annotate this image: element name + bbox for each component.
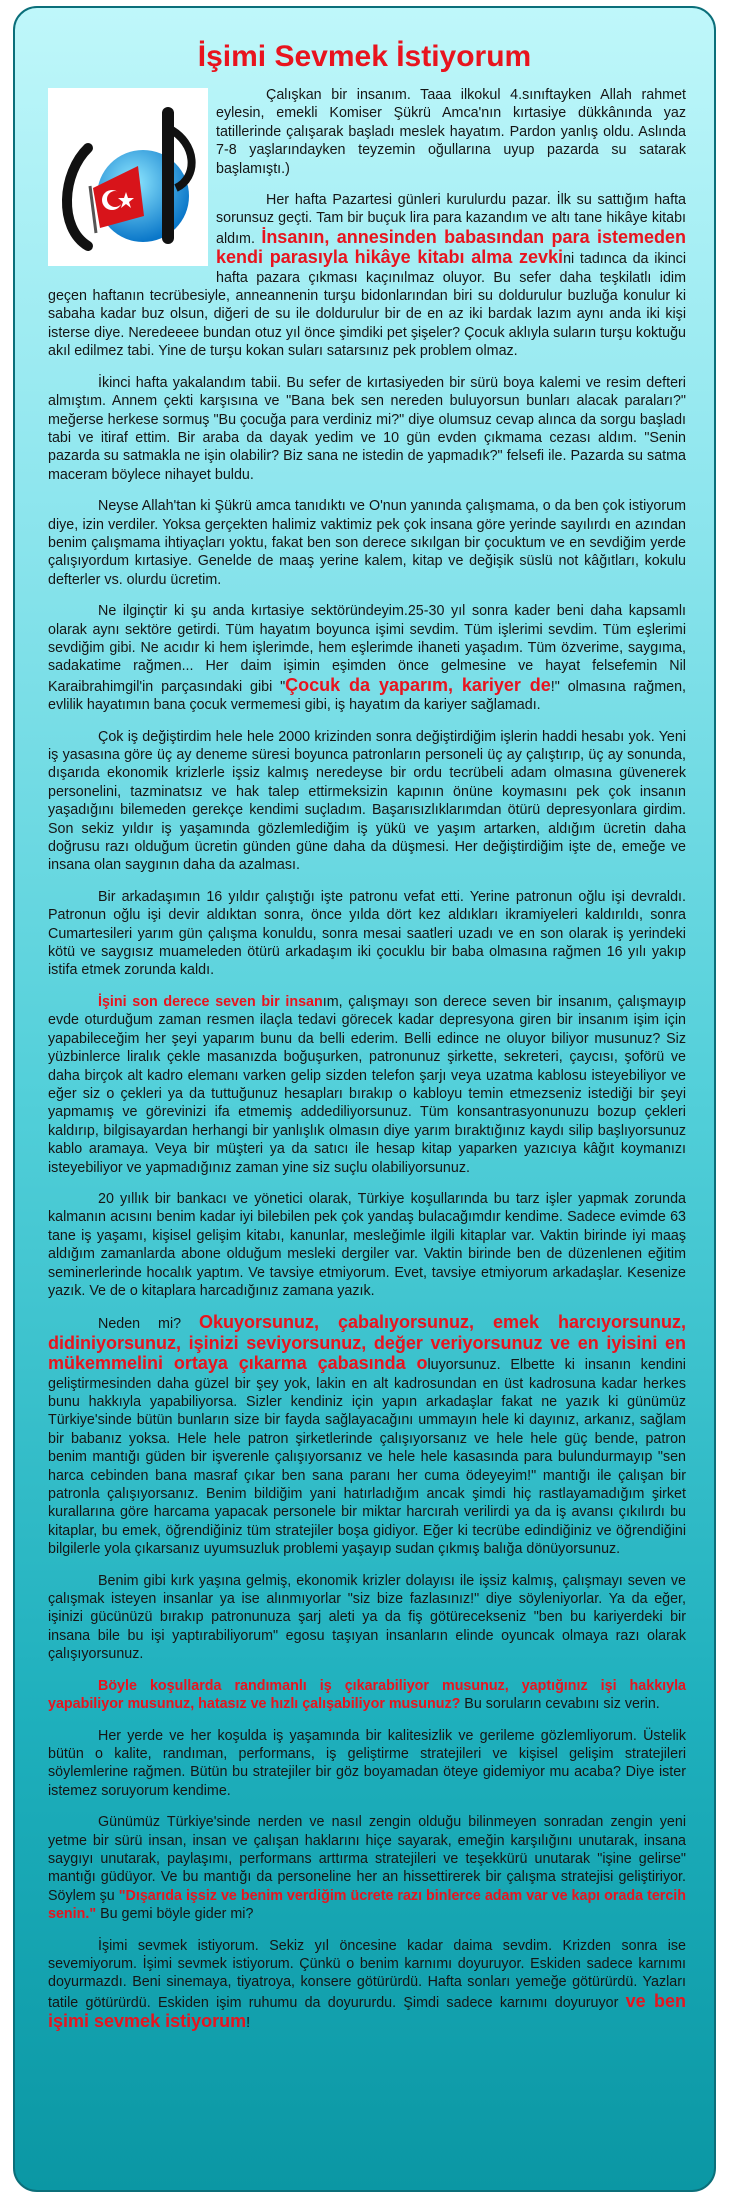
highlight-text: Okuyorsunuz, çabalıyorsunuz, emek harcıyorsunuz, didiniyorsunuz, işinizi seviyorsunuz, değer veriyorsunuz ve en iyisini en mükemmelini ortaya çıkarma çabasında o	[48, 1312, 686, 1374]
paragraph-text: İşimi sevmek istiyorum. Sekiz yıl öncesine kadar daima sevdim. Krizden sonra ise sevemiyorum. İşimi sevmek istiyorum. Çünkü o benim karnımı doyuruyor. Eskiden sadece karnımı doyurmazdı. Beni sinemaya, tiyatroya, konsere götürürdü. Hafta sonları yemeğe götürürdü. Yazları tatile götürürdü. Eskiden işim ruhumu da doyururdu. Şimdi sadece karnımı doyuruyor	[48, 1937, 686, 2011]
paragraph-9	[48, 1190, 686, 1300]
page-title: İşimi Sevmek İstiyorum	[197, 40, 532, 73]
paragraph-11	[48, 1572, 686, 1664]
paragraph-text: Çok iş değiştirdim hele hele 2000 krizinden sonra değiştirdiğim işlerin haddi hesabı yok. Yeni iş yasasına göre üç ay deneme süresi boyunca patronların personeli üç ay çalıştırıp, üç ay sonunda, dışarıda ekonomik krizlerle işsiz kalmış neredeyse bir ordu tecrübeli adam olmasına güvenerek personelini, tazminatsız ve hak talep ettirmeksizin kapının önüne koymasını pek çok insanın yaşadığını bilemeden gerekçe kendimi suçladım. Başarısızlıklarımdan ötürü depresyonlara girdim. Son sekiz yıldır iş yaşamında gözlemlediğim iş yükü ve yaşım artarken, aldığım ücretin daha doğrusu razı olduğum ücretin günden güne daha da düşmesi. Her değiştirdiğim işte de, emeğe ve insana olan saygının daha da azalması.	[48, 728, 686, 874]
paragraph-text: Bu soruların cevabını siz verin.	[460, 1696, 660, 1713]
paragraph-text: Her hafta Pazartesi günleri kurulurdu pazar. İlk su sattığım hafta sorunsuz geçti. Tam bir buçuk lira para kazandım ve altı tane hikâye kitabı aldım.	[216, 192, 686, 247]
paragraph-6	[48, 728, 686, 875]
paragraph-text: Neden mi?	[98, 1316, 200, 1333]
highlight-text: "Dışarıda işsiz ve benim verdiğim ücrete razı binlerce adam var ve kapı orada tercih senin."	[48, 1887, 686, 1923]
paragraph-15	[48, 1937, 686, 2033]
paragraph-text: Benim gibi kırk yaşına gelmiş, ekonomik krizler dolayısı ile işsiz kalmış, çalışmayı seven ve çalışmak isteyen insanlar ya ise alınmıyorlar "siz bize fazlasınız!" diye söyleniyorlar. Ya da eğer, işinizi gücünüzü bırakıp patronunuza şarj aleti ya da fiş götürecekseniz "ben bu kariyerdeki bir insana bile bu işi yaptırabiliyorum" egosu taşıyan insanların elinde oyuncak olmaya razı olarak çalışıyorsunuz.	[48, 1572, 686, 1663]
paragraph-7	[48, 888, 686, 980]
paragraph-text: Günümüz Türkiye'sinde nerden ve nasıl zengin olduğu bilinmeyen sonradan zengin yeni yetme bir sürü insan, insan ve çalışan haklarını hiçe sayarak, emeğin karşılığını unutarak, insana saygıyı unutarak, paylaşımı, performans arttırma stratejileri ve teşekkürü unutarak "işine gelirse" mantığı güdüyor. Ve bu mantığı da personeline her an hissettirerek bir çalışma stratejisi geliştiriyor. Söylem şu	[48, 1814, 686, 1904]
paragraph-text: Bu gemi böyle gider mi?	[96, 1906, 254, 1923]
paragraph-text: 20 yıllık bir bankacı ve yönetici olarak, Türkiye koşullarında bu tarz işler yapmak zorunda kalmanın acısını benim kadar iyi bilebilen pek çok yandaş bulacağımdır kendime. Sadece evimde 63 tane iş yaşamı, kişisel gelişim kitabı, kanunlar, mesleğimle ilgili kitaplar var. Vaktin birinde iyi maaş aldığım zamanlarda abone olduğum mesleki dergiler var. Vaktin birinde ben de düzenlenen eğitim seminerlerinde hocalık yaptım. Ve tavsiye etmiyorum. Evet, tavsiye etmiyorum arkadaşlar. Kesenize yazık. Ve de o kitaplara harcadığınız zamana yazık.	[48, 1190, 686, 1299]
article-panel	[13, 6, 716, 2192]
paragraph-13	[48, 1727, 686, 1801]
paragraph-14	[48, 1813, 686, 1923]
paragraph-4	[48, 497, 686, 589]
paragraph-text: ni tadınca da ikinci hafta pazara çıkması kaçınılmaz oluyor. Bu sefer daha teşkilatlı idim geçen haftanın tecrübesiyle, anneannenin turşu bidonlarından biri su doldurulur buzluğa konulur ki sabaha kadar buz olsun, diğeri de su ile doldurulur bir de en az iki bardak lazım aynı anda iki kişi isterse diye. Neredeeee bundan otuz yıl önce şimdiki pet şişeler? Çocuk aklıyla suların turşu koktuğu akıl edilmez tabi. Yine de turşu kokan suları satarsınız pek problem olmaz.	[48, 251, 687, 360]
paragraph-text: Her yerde ve her koşulda iş yaşamında bir kalitesizlik ve gerileme gözlemliyorum. Üstelik bütün o kalite, randıman, performans, iş geliştirme stratejileri ve kişisel gelişim stratejileri söylemlerine rağmen. Bütün bu stratejiler bir göz boyamadan öteye gidemiyor mu acaba? Diye ister istemez soruyorum kendime.	[48, 1727, 686, 1799]
logo-spacer	[48, 86, 216, 272]
paragraph-text: Bir arkadaşımın 16 yıldır çalıştığı işte patronu vefat etti. Yerine patronun oğlu işi devraldı. Patronun oğlu işi devir aldıktan sonra, önce yılda dört kez aldıkları ikramiyeleri kaldırıldı, sonra Cumartesileri yarım gün çalışma konuldu, sonra mesai saatleri uzadı ve en son olarak iş yerindeki kötü ve saygısız muameleden ötürü arkadaşım iki çocuklu bir baba olmasına rağmen 16 yılı yakıp istifa etmek zorunda kaldı.	[48, 888, 686, 979]
paragraph-text: Ne ilginçtir ki şu anda kırtasiye sektöründeyim.25-30 yıl sonra kader beni daha kapsamlı olarak aynı sektöre getirdi. Tüm hayatım boyunca işimi sevdim. Tüm işlerimi sevdim. Tüm eşlerimi sevdiğim gibi. Ne acıdır ki hem işlerimde, hem eşlerimde ihaneti yaşadım. Tüm özverime, saygıma, sadakatime rağmen... Her daim işimin eşimden önce gelmesine ve hayat felsefemin Nil Karaibrahimgil'in parçasındaki gibi "	[48, 603, 686, 695]
paragraph-text: Çalışkan bir insanım. Taaa ilkokul 4.sınıftayken Allah rahmet eylesin, emekli Komiser Şükrü Amca'nın kırtasiye dükkânında yaz tatillerinde çalışarak başladı meslek hayatım. Pardon yanlış oldu. Aslında 7-8 yaşlarındayken teyzemin oğullarına uyup pazarda su satarak başlamıştı.)	[216, 87, 686, 177]
highlight-text: İnsanın, annesinden babasından para istemeden kendi parasıyla hikâye kitabı alma zevki	[216, 226, 687, 268]
paragraph-text: İkinci hafta yakalandım tabii. Bu sefer de kırtasiyeden bir sürü boya kalemi ve resim defteri almıştım. Annem çekti karşısına ve "Bana bek sen nereden buluyorsun bunları alacak paraları?" meğerse herkese sormuş "Bu çocuğa para verdiniz mi?" diye olumsuz cevap alınca da sorgu başladı tabi ve itiraf ettim. Bir araba da dayak yedim ve 10 gün evden çıkmama cezası aldım. "Senin pazarda su satmakla ne işin olabilir? Biz sana ne istedin de yapmadık?" felsefi ile. Pazarda su satma maceram böylece nihayet buldu.	[48, 374, 686, 483]
highlight-text: İşini son derece seven bir insan	[98, 993, 323, 1010]
paragraph-text: Neyse Allah'tan ki Şükrü amca tanıdıktı ve O'nun yanında çalışmama, o da ben çok istiyorum diye, izin verdiler. Yoksa gerçekten halimiz vaktimiz pek çok insana göre yerinde sayılırdı en azından benim çalışmama ihtiyaçları yoktu, fakat ben son derece sıkılgan bir çocuktum ve en sevdiğim yerde çalışıyordum kırtasiye. Genelde de maaş yerine kalem, kitap ve değişik süslü not kâğıtları, kokulu defterler vs. olurdu ücretim.	[48, 498, 686, 588]
paragraph-10	[48, 1313, 686, 1558]
paragraph-text: !	[246, 2015, 251, 2032]
paragraph-5	[48, 602, 686, 714]
paragraph-text: ım, çalışmayı son derece seven bir insanım, çalışmayıp evde oturduğum zaman resmen ilaçla tedavi görecek kadar depresyona giren bir insanım işim için yapabileceğim her şeyi yaparım bunu da belli ederim. Belli edince ne oluyor biliyor musunuz? Siz yüzbinlerce liralık çekle masanızda boğuşurken, patronunuz şirkette, sekreteri, çaycısı, şoförü ve daha birçok alt kadro elemanı varken gelip sizden telefon şarjı veya uzatma kablosu isteyebiliyor ve eğer siz o çekleri ya da tuttuğunuz hesapları bırakıp o kabloyu temin etmezseniz istediği bir şeyi yapmamış ve görevinizi ifa etmemiş addediliyorsunuz. Tüm konsantrasyonunuzu bozup çekleri kaldırıp, bilgisayardan herhangi bir yanlışlık olmasın diye yarım bıraktığınız kaydı silip başlıyorsunuz kablo aramaya. Veya bir müşteri ya da satıcı ile hesap kitap yaparken yazıcıya kâğıt koymanızı isteyebiliyor ve yapmadığınız zaman yine siz suçlu olabiliyorsunuz.	[48, 993, 687, 1176]
paragraph-text: luyorsunuz. Elbette ki insanın kendini geliştirmesinden daha güzel bir şey yok, lakin en alt kadrosundan en üst kadrosuna kadar herkes bunu hakkıyla yapabiliyorsa. Sizler kendiniz için yapın arkadaşlar fakat ne yazık ki günümüz Türkiye'sinde bütün bunların size bir fayda sağlayacağını ummayın hele ki dayınız, arkanız, sağlam bir babanız yoksa. Hele hele patron şirketlerinde çalışıyorsanız ve hele hele güç bende, patron benim mantığı güden bir işverenle çalışıyorsanız ve hele hele kasasında para bulundurmayıp "sen harca cebinden bana masraf çıkar ben sana paranı her cuma ödeyeyim!" mantığı ile çalışan bir patronla çalışıyorsanız. Benim bildiğim yani hatırladığım ancak şimdi hiç rastlayamadığım şirket kurallarına göre harcama yapacak personele bir miktar harcırah verilirdi ya da iş avansı çıkılırdı bu kitaplar, bu emek, öğrendiğiniz tüm stratejiler boşa gidiyor. Eğer ki tecrübe edindiğiniz ve öğrendiğini bilgilerle yola çıkarsanız uyumsuzluk problemi yaşayıp sudan çıkmış balığa dönüyorsunuz.	[48, 1357, 686, 1558]
paragraph-3	[48, 374, 686, 484]
paragraph-text: !" olmasına rağmen, evlilik hayatımın bana çocuk vermemesi gibi, iş hayatım da kariyer sağlamadı.	[48, 678, 686, 714]
highlight-text: ve ben işimi sevmek istiyorum	[48, 1990, 686, 2032]
article-body	[48, 86, 686, 2046]
paragraph-12	[48, 1677, 686, 1714]
paragraph-8	[48, 993, 686, 1177]
highlight-text: Böyle koşullarda randımanlı iş çıkarabiliyor musunuz, yaptığınız işi hakkıyla yapabiliyor musunuz, hatasız ve hızlı çalışabiliyor musunuz?	[48, 1677, 686, 1713]
highlight-text: Çocuk da yaparım, kariyer de	[285, 674, 551, 695]
